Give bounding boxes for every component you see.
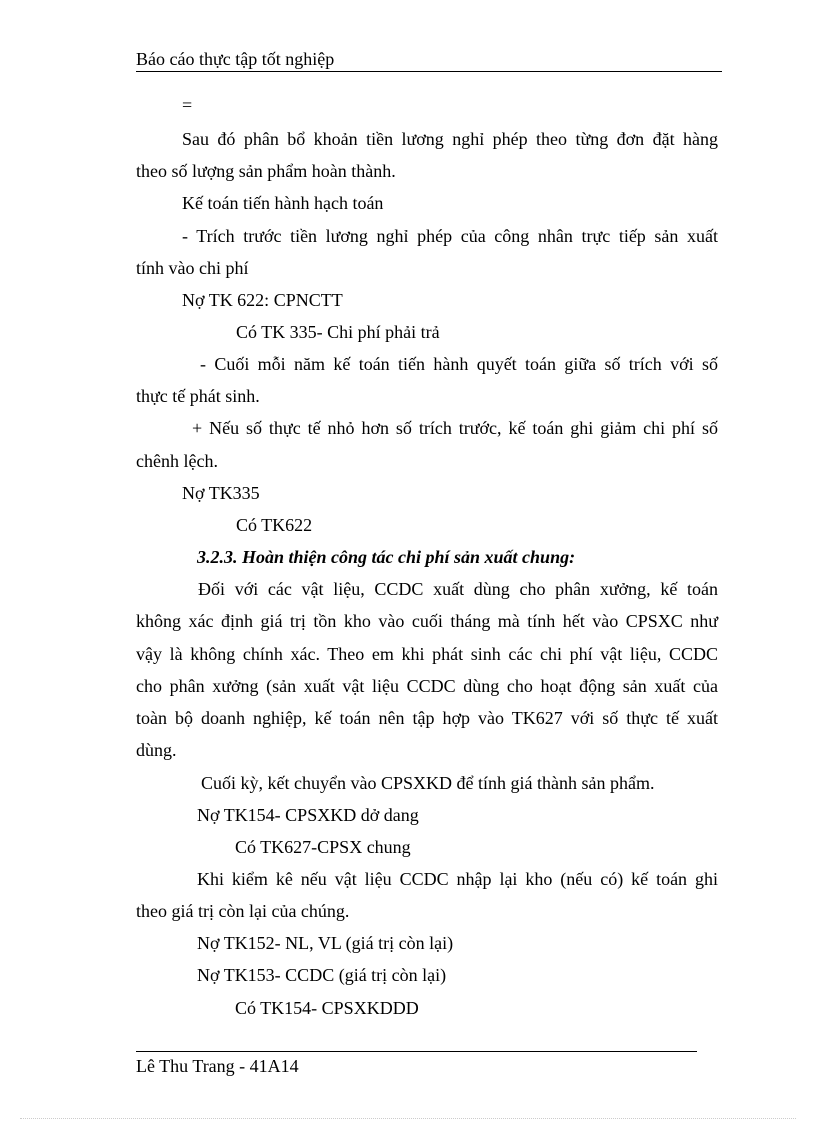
footer-rule bbox=[136, 1051, 697, 1052]
text-line: Nợ TK335 bbox=[182, 483, 260, 503]
text-line: cho phân xưởng (sản xuất vật liệu CCDC dùng cho hoạt động sản xuất của bbox=[136, 676, 718, 696]
text-line: vậy là không chính xác. Theo em khi phát sinh các chi phí vật liệu, CCDC bbox=[136, 644, 718, 664]
text-line: Nợ TK153- CCDC (giá trị còn lại) bbox=[197, 965, 447, 985]
page-edge bbox=[20, 1118, 796, 1119]
text-line: Nợ TK 622: CPNCTT bbox=[182, 290, 343, 310]
text-line: + Nếu số thực tế nhỏ hơn số trích trước, kế toán ghi giảm chi phí số bbox=[192, 418, 718, 438]
header-rule bbox=[136, 71, 722, 72]
text-line: Có TK154- CPSXKDDD bbox=[235, 998, 419, 1018]
text-line: - Trích trước tiền lương nghỉ phép của công nhân trực tiếp sản xuất bbox=[182, 226, 718, 246]
text-line: dùng. bbox=[136, 740, 177, 760]
text-line: không xác định giá trị tồn kho vào cuối tháng mà tính hết vào CPSXC như bbox=[136, 611, 718, 631]
text-line: Có TK627-CPSX chung bbox=[235, 837, 411, 857]
text-line: theo số lượng sản phẩm hoàn thành. bbox=[136, 161, 396, 181]
footer-author: Lê Thu Trang - 41A14 bbox=[136, 1056, 299, 1076]
section-heading: 3.2.3. Hoàn thiện công tác chi phí sản xuất chung: bbox=[197, 547, 576, 567]
text-line: Có TK622 bbox=[236, 515, 313, 535]
page-header-title: Báo cáo thực tập tốt nghiệp bbox=[136, 49, 335, 69]
text-line: chênh lệch. bbox=[136, 451, 218, 471]
text-line: Kế toán tiến hành hạch toán bbox=[182, 193, 384, 213]
text-line: thực tế phát sinh. bbox=[136, 386, 260, 406]
text-line: Đối với các vật liệu, CCDC xuất dùng cho phân xưởng, kế toán bbox=[198, 579, 718, 599]
text-line: Khi kiểm kê nếu vật liệu CCDC nhập lại kho (nếu có) kế toán ghi bbox=[197, 869, 718, 889]
text-line: Nợ TK152- NL, VL (giá trị còn lại) bbox=[197, 933, 454, 953]
text-line: Cuối kỳ, kết chuyển vào CPSXKD để tính giá thành sản phẩm. bbox=[201, 773, 655, 793]
text-line: toàn bộ doanh nghiệp, kế toán nên tập hợp vào TK627 với số thực tế xuất bbox=[136, 708, 718, 728]
text-line: Có TK 335- Chi phí phải trả bbox=[236, 322, 440, 342]
text-line: tính vào chi phí bbox=[136, 258, 249, 278]
text-line: theo giá trị còn lại của chúng. bbox=[136, 901, 350, 921]
text-line: - Cuối mỗi năm kế toán tiến hành quyết toán giữa số trích với số bbox=[200, 354, 718, 374]
text-line: = bbox=[182, 95, 193, 115]
text-line: Sau đó phân bổ khoản tiền lương nghỉ phép theo từng đơn đặt hàng bbox=[182, 129, 718, 149]
text-line: Nợ TK154- CPSXKD dở dang bbox=[197, 805, 419, 825]
